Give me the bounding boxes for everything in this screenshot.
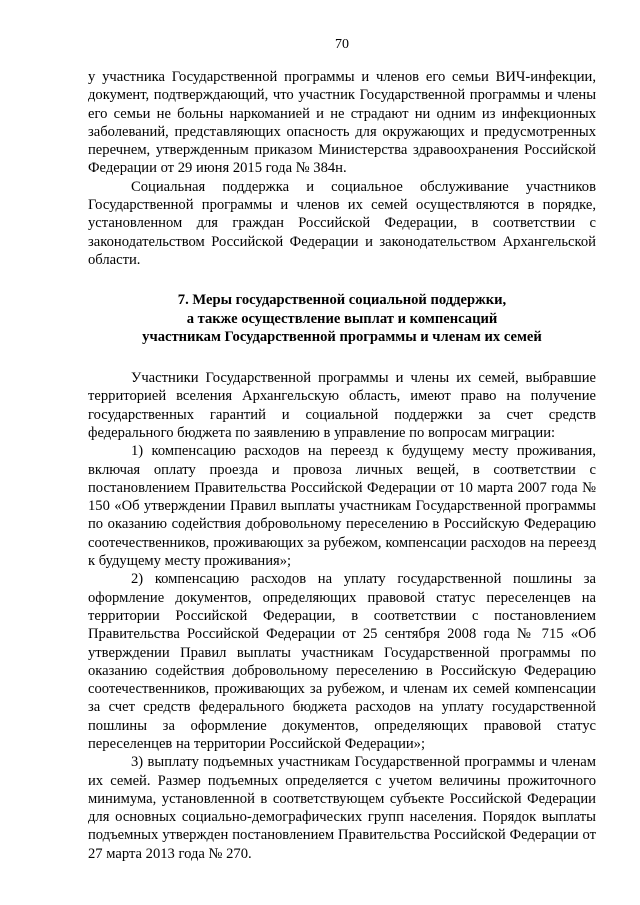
- section-heading-line-2: а также осуществление выплат и компенсаций: [186, 310, 498, 327]
- list-item-state-fee-compensation: 2) компенсацию расходов на уплату государственной пошлины за оформление документов, определяющих правовой статус переселенцев на территории Российской Федерации, в соответствии с постановлением Правительства Российской Федерации от 25 сентября 2008 года № 715 «Об утверждении Правил выплаты участникам Государственной программы по оказанию содействия добровольному переселению в Российскую Федерацию соотечественников, проживающих за рубежом, и членам их семей компенсации за счет средств федерального бюджета расходов на уплату государственной пошлины за оформление документов, определяющих правовой статус переселенцев на территории Российской Федерации»;: [88, 571, 596, 752]
- paragraph-entitlements-intro: Участники Государственной программы и члены их семей, выбравшие территорией вселения Архангельскую область, имеют право на получение государственных гарантий и социальной поддержки за счет средств федерального бюджета по заявлению в управление по вопросам миграции:: [88, 370, 596, 441]
- document-page: [88, 36, 596, 863]
- list-item-relocation-compensation: 1) компенсацию расходов на переезд к будущему месту проживания, включая оплату проезда и провоза личных вещей, в соответствии с постановлением Правительства Российской Федерации от 10 марта 2007 года № 150 «Об утверждении Правил выплаты участникам Государственной программы по оказанию содействия добровольному переселению в Российскую Федерацию соотечественников, проживающих за рубежом, компенсации расходов на переезд к будущему месту проживания»;: [88, 443, 596, 570]
- list-item-lifting-allowance: 3) выплату подъемных участникам Государственной программы и членам их семей. Размер подъемных определяется с учетом величины прожиточного минимума, установленной в соответствующем субъекте Российской Федерации для основных социально-демографических групп населения. Порядок выплаты подъемных утвержден постановлением Правительства Российской Федерации от 27 марта 2013 года № 270.: [88, 754, 596, 862]
- section-heading-line-3: участникам Государственной программы и членам их семей: [142, 329, 542, 346]
- section-heading-line-1: 7. Меры государственной социальной поддержки,: [177, 292, 507, 309]
- section-heading: [88, 291, 596, 347]
- paragraph-medical-documents: у участника Государственной программы и членов его семьи ВИЧ-инфекции, документ, подтверждающий, что участник Государственной программы и члены его семьи не больны наркоманией и не страдают ни одним из инфекционных заболеваний, представляющих опасность для окружающих и предусмотренных перечнем, утвержденным приказом Министерства здравоохранения Российской Федерации от 29 июня 2015 года № 384н.: [88, 69, 596, 177]
- paragraph-social-support: Социальная поддержка и социальное обслуживание участников Государственной программы и членов их семей осуществляются в порядке, установленном для граждан Российской Федерации, в соответствии с законодательством Российской Федерации и законодательством Архангельской области.: [88, 178, 596, 268]
- page-number: 70: [335, 37, 349, 52]
